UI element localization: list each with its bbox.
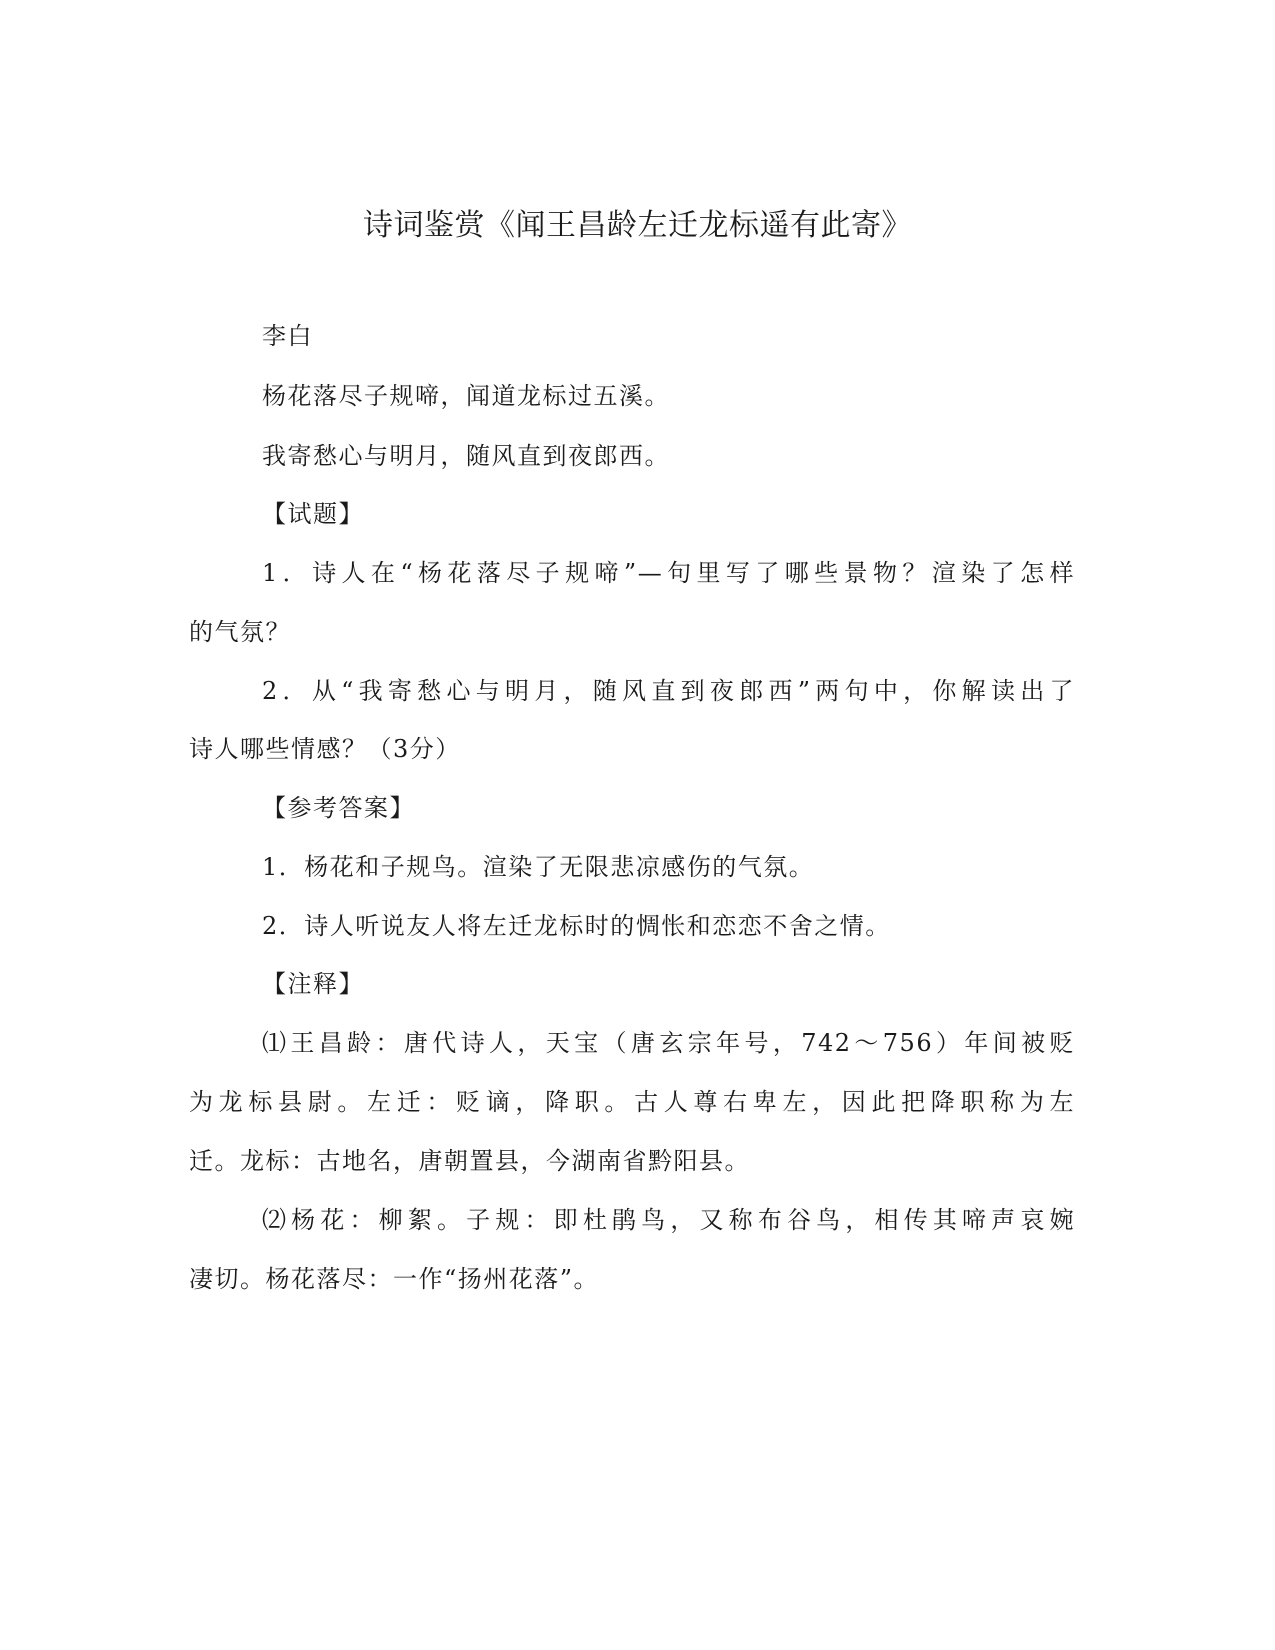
answers-heading: 【参考答案】 bbox=[262, 794, 415, 822]
note-2-line-1: ⑵杨花：柳絮。子规：即杜鹃鸟，又称布谷鸟，相传其啼声哀婉 bbox=[262, 1206, 1075, 1234]
question-1-line-2: 的气氛？ bbox=[189, 618, 291, 646]
poem-line-1: 杨花落尽子规啼，闻道龙标过五溪。 bbox=[262, 382, 670, 410]
document-title: 诗词鉴赏《闻王昌龄左迁龙标遥有此寄》 bbox=[363, 208, 912, 243]
note-1-line-1: ⑴王昌龄：唐代诗人，天宝（唐玄宗年号，742～756）年间被贬 bbox=[262, 1029, 1075, 1057]
note-2-line-2: 凄切。杨花落尽：一作“扬州花落”。 bbox=[189, 1265, 600, 1293]
poem-line-2: 我寄愁心与明月，随风直到夜郎西。 bbox=[262, 442, 670, 470]
note-1-line-3: 迁。龙标：古地名，唐朝置县，今湖南省黔阳县。 bbox=[189, 1147, 750, 1175]
author-line: 李白 bbox=[262, 322, 313, 350]
note-1-line-2: 为龙标县尉。左迁：贬谪，降职。古人尊右卑左，因此把降职称为左 bbox=[189, 1088, 1075, 1116]
answer-2: 2．诗人听说友人将左迁龙标时的惆怅和恋恋不舍之情。 bbox=[262, 912, 891, 940]
question-2-line-1: 2．从“我寄愁心与明月，随风直到夜郎西”两句中，你解读出了 bbox=[262, 677, 1075, 705]
question-2-line-2: 诗人哪些情感？（3分） bbox=[189, 735, 461, 763]
answer-1: 1．杨花和子规鸟。渲染了无限悲凉感伤的气氛。 bbox=[262, 853, 815, 881]
question-1-line-1: 1．诗人在“杨花落尽子规啼”—句里写了哪些景物？渲染了怎样 bbox=[262, 559, 1075, 587]
questions-heading: 【试题】 bbox=[262, 500, 364, 528]
notes-heading: 【注释】 bbox=[262, 970, 364, 998]
